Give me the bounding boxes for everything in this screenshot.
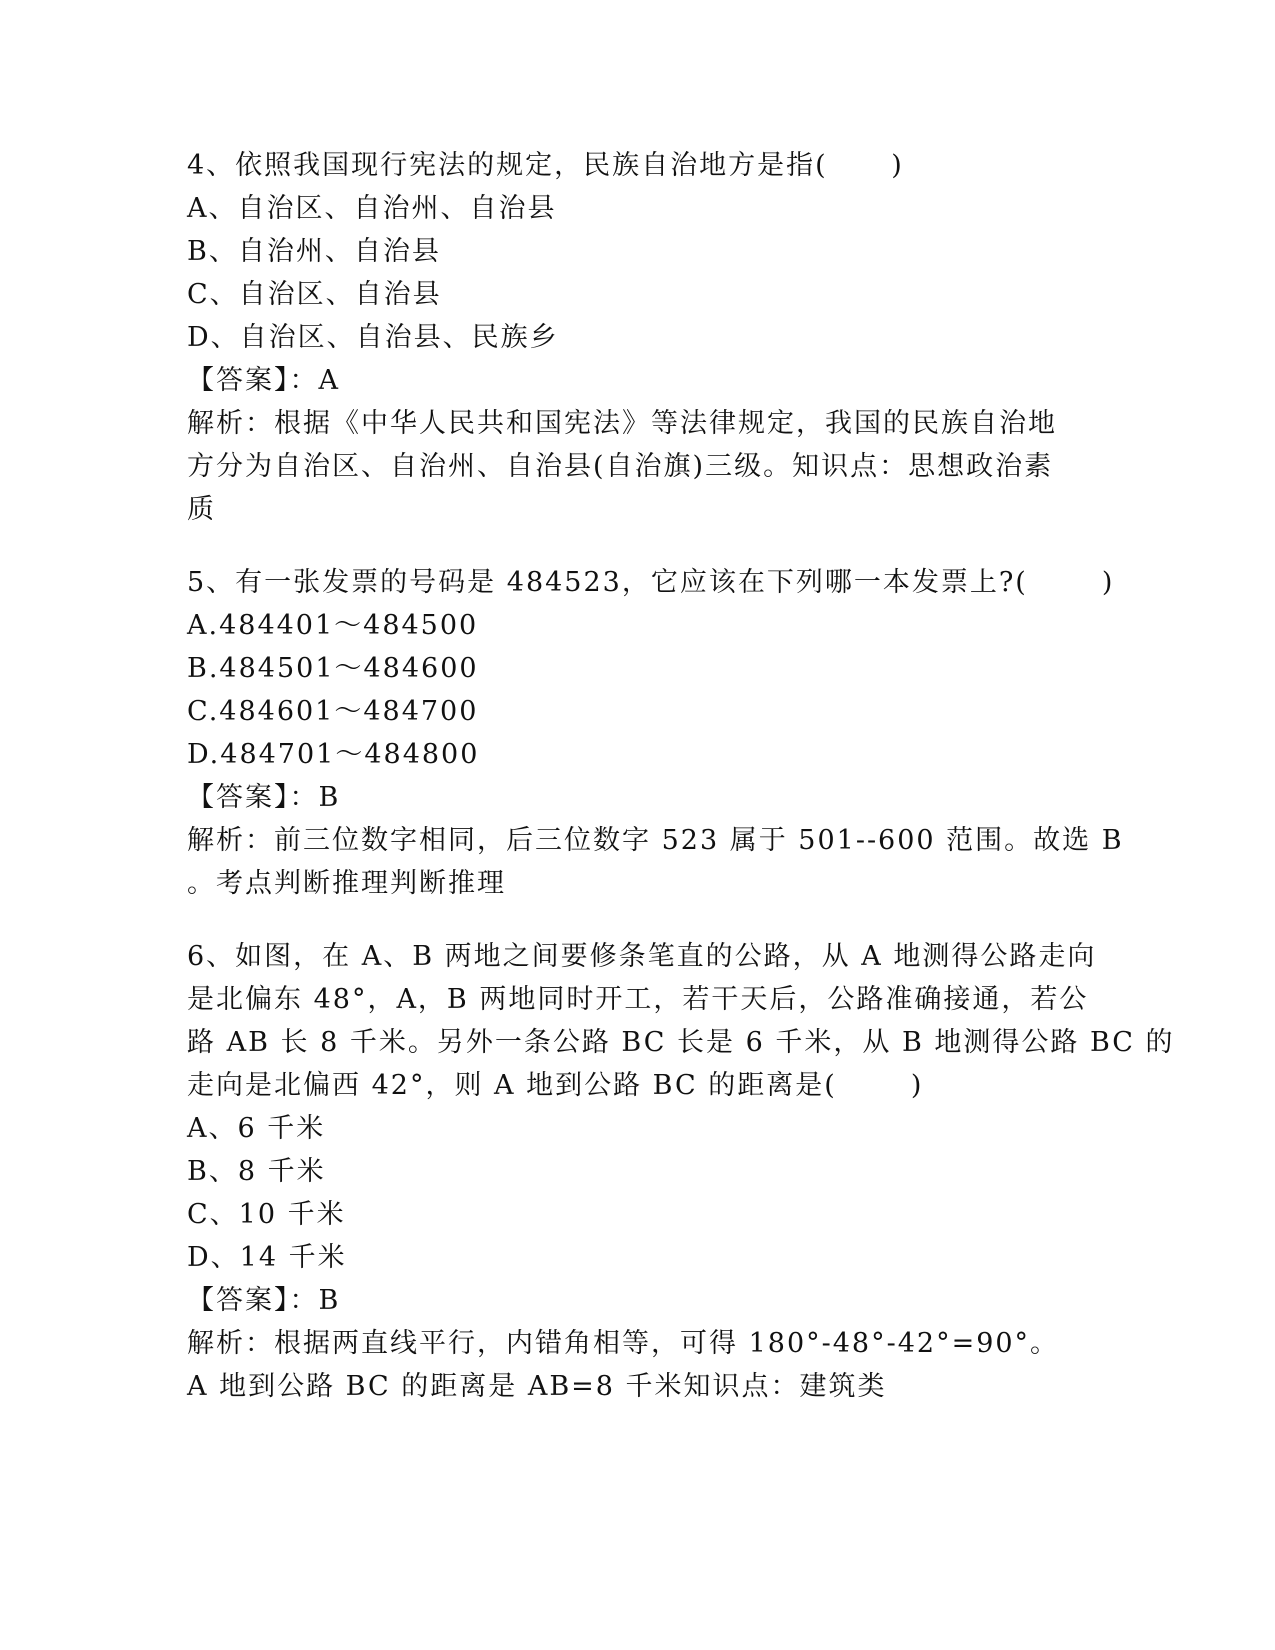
question-5	[187, 561, 1124, 905]
analysis-line: A 地到公路 BC 的距离是 AB=8 千米知识点：建筑类	[187, 1371, 887, 1402]
analysis-line: 解析：根据《中华人民共和国宪法》等法律规定，我国的民族自治地	[187, 408, 1057, 439]
question-stem: 是北偏东 48°，A，B 两地同时开工，若干天后，公路准确接通，若公	[187, 984, 1089, 1015]
option-b: B、8 千米	[187, 1156, 326, 1187]
question-spacer	[187, 531, 1087, 561]
option-a: A、6 千米	[187, 1113, 326, 1144]
analysis-line: 。考点判断推理判断推理	[187, 868, 506, 899]
option-b: B.484501～484600	[187, 653, 479, 684]
question-stem: 6、如图，在 A、B 两地之间要修条笔直的公路，从 A 地测得公路走向	[187, 941, 1097, 972]
answer-line: 【答案】：B	[187, 1285, 341, 1316]
question-stem: 5、有一张发票的号码是 484523，它应该在下列哪一本发票上?( )	[187, 567, 1115, 598]
option-b: B、自治州、自治县	[187, 236, 441, 267]
analysis-line: 解析：根据两直线平行，内错角相等，可得 180°-48°-42°=90°。	[187, 1328, 1060, 1359]
answer-line: 【答案】：A	[187, 365, 340, 396]
question-spacer	[187, 905, 1087, 935]
document-page	[187, 144, 1175, 1408]
question-6	[187, 935, 1175, 1408]
option-c: C、10 千米	[187, 1199, 346, 1230]
option-a: A.484401～484500	[187, 610, 479, 641]
question-stem: 路 AB 长 8 千米。另外一条公路 BC 长是 6 千米，从 B 地测得公路 BC 的	[187, 1027, 1175, 1058]
question-4	[187, 144, 1087, 531]
question-stem: 走向是北偏西 42°，则 A 地到公路 BC 的距离是( )	[187, 1070, 924, 1101]
analysis-line: 方分为自治区、自治州、自治县(自治旗)三级。知识点：思想政治素	[187, 451, 1054, 482]
option-c: C、自治区、自治县	[187, 279, 442, 310]
analysis-line: 解析：前三位数字相同，后三位数字 523 属于 501--600 范围。故选 B	[187, 825, 1124, 856]
option-d: D.484701～484800	[187, 739, 480, 770]
option-c: C.484601～484700	[187, 696, 479, 727]
option-d: D、14 千米	[187, 1242, 347, 1273]
analysis-line: 质	[187, 494, 216, 525]
question-stem: 4、依照我国现行宪法的规定，民族自治地方是指( )	[187, 150, 904, 181]
answer-line: 【答案】：B	[187, 782, 341, 813]
option-d: D、自治区、自治县、民族乡	[187, 322, 559, 353]
option-a: A、自治区、自治州、自治县	[187, 193, 557, 224]
